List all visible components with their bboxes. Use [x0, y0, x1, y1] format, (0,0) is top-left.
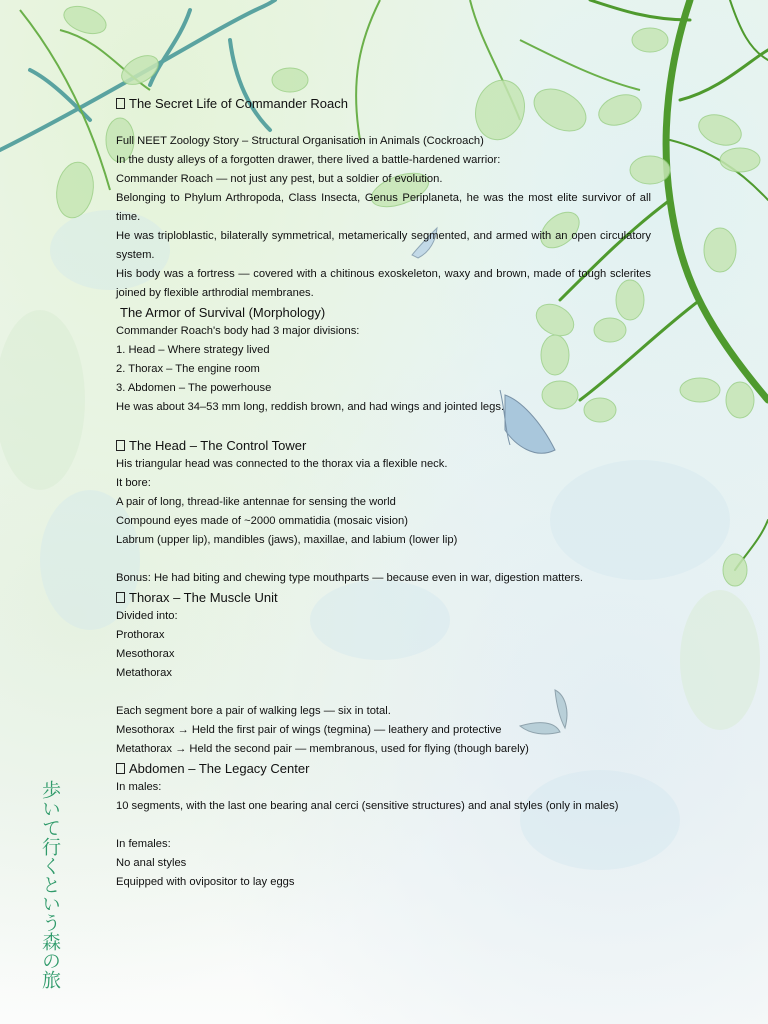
abdomen-line: No anal styles: [116, 857, 187, 869]
box-icon: [116, 98, 125, 109]
section-heading-head: [116, 436, 651, 455]
head-line: Labrum (upper lip), mandibles (jaws), maxillae, and labium (lower lip): [116, 534, 458, 546]
section-heading-thorax: [116, 588, 651, 607]
abdomen-line: In males:: [116, 781, 162, 793]
box-icon: [116, 763, 125, 774]
intro-line: Belonging to Phylum Arthropoda, Class Insecta, Genus Periplaneta, he was the most elite survivor of all time.: [116, 192, 651, 223]
section-heading-text: Abdomen – The Legacy Center: [129, 761, 310, 776]
morphology-line: 1. Head – Where strategy lived: [116, 344, 270, 356]
page-title-text: The Secret Life of Commander Roach: [129, 96, 348, 111]
section-heading-text: The Armor of Survival (Morphology): [120, 305, 326, 320]
box-icon: [116, 592, 125, 603]
head-line: His triangular head was connected to the thorax via a flexible neck.: [116, 458, 448, 470]
intro-line: He was triploblastic, bilaterally symmetrical, metamerically segmented, and armed with an open circulatory system.: [116, 230, 651, 261]
abdomen-line: 10 segments, with the last one bearing anal cerci (sensitive structures) and anal styles (only in males): [116, 800, 619, 812]
abdomen-line: In females:: [116, 838, 171, 850]
head-line: It bore:: [116, 477, 151, 489]
morphology-line: He was about 34–53 mm long, reddish brown, and had wings and jointed legs.: [116, 401, 505, 413]
page-title: [116, 94, 651, 113]
thorax-line: Each segment bore a pair of walking legs — six in total.: [116, 705, 391, 717]
intro-line: Full NEET Zoology Story – Structural Organisation in Animals (Cockroach): [116, 135, 484, 147]
thorax-line: Prothorax: [116, 629, 165, 641]
abdomen-line: Equipped with ovipositor to lay eggs: [116, 876, 295, 888]
section-heading-text: Thorax – The Muscle Unit: [129, 590, 278, 605]
intro-line: His body was a fortress — covered with a chitinous exoskeleton, waxy and brown, made of tough sclerites joined by flexible arthrodial membranes.: [116, 268, 651, 299]
document-body: [116, 94, 651, 892]
section-heading-morphology: [116, 303, 651, 322]
intro-line: Commander Roach — not just any pest, but a soldier of evolution.: [116, 173, 443, 185]
box-icon: [116, 440, 125, 451]
thorax-line: Mesothorax → Held the first pair of wings (tegmina) — leathery and protective: [116, 724, 502, 736]
section-heading-text: The Head – The Control Tower: [129, 438, 307, 453]
morphology-line: 2. Thorax – The engine room: [116, 363, 260, 375]
head-bonus: Bonus: He had biting and chewing type mouthparts — because even in war, digestion matters.: [116, 572, 584, 584]
intro-line: In the dusty alleys of a forgotten drawer, there lived a battle-hardened warrior:: [116, 154, 501, 166]
morphology-line: 3. Abdomen – The powerhouse: [116, 382, 272, 394]
thorax-line: Metathorax: [116, 667, 172, 679]
head-line: A pair of long, thread-like antennae for sensing the world: [116, 496, 396, 508]
morphology-line: Commander Roach's body had 3 major divisions:: [116, 325, 360, 337]
vertical-japanese-text: 歩いて行くという森の旅: [39, 780, 61, 989]
head-line: Compound eyes made of ~2000 ommatidia (mosaic vision): [116, 515, 408, 527]
thorax-line: Mesothorax: [116, 648, 175, 660]
thorax-line: Metathorax → Held the second pair — membranous, used for flying (though barely): [116, 743, 529, 755]
thorax-line: Divided into:: [116, 610, 178, 622]
section-heading-abdomen: [116, 759, 651, 778]
